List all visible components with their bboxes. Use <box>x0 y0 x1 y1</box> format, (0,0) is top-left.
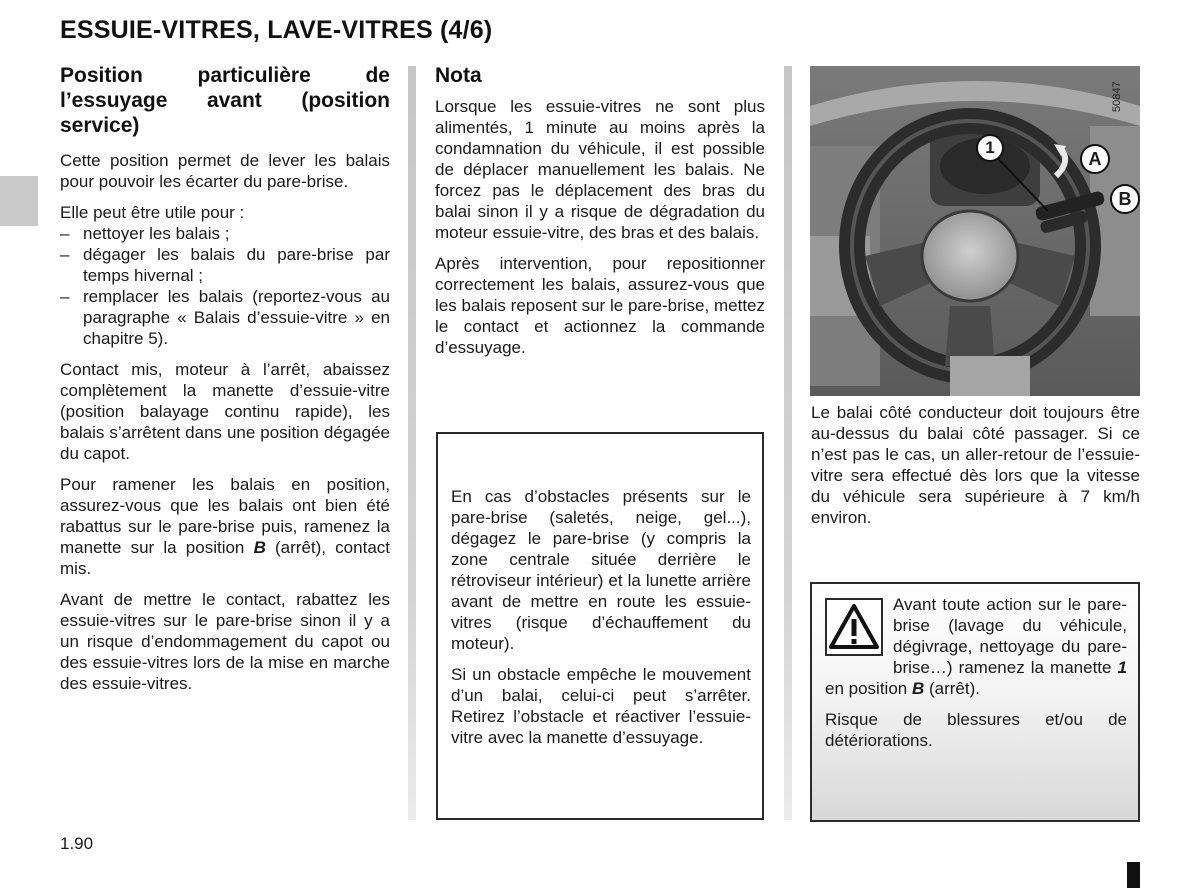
paragraph: Le balai côté conducteur doit toujours être au-dessus du balai côté passager. Si ce n’est pas le cas, un aller-retour de l’essuie-vitre sera effectué dès lors que la vitesse du véhicule sera supérieure à 7 km/h environ. <box>811 403 1140 527</box>
figure-reference <box>1111 74 1135 128</box>
warning-triangle-icon <box>825 598 883 656</box>
figure-number: 50847 <box>1111 81 1123 112</box>
page-corner-mark <box>1127 862 1140 888</box>
control-label: 1 <box>1117 658 1127 677</box>
callout-b: B <box>1110 184 1140 214</box>
text: en position <box>825 679 912 698</box>
chapter-tab <box>0 176 38 226</box>
dashboard-drawing <box>810 66 1140 396</box>
position-label: B <box>911 679 925 698</box>
paragraph: Avant de mettre le contact, rabattez les essuie-vitres sur le pare-brise sinon il y a un risque d’endommagement du capot ou des essuie-vitres lors de la mise en marche des essuie-vitres. <box>60 590 390 693</box>
list-item: – dégager les balais du pare-brise par temps hivernal ; <box>60 244 390 286</box>
callout-a: A <box>1080 144 1110 174</box>
position-label: B <box>253 538 266 557</box>
middle-column <box>435 63 765 368</box>
left-column <box>60 63 390 704</box>
list-item: – nettoyer les balais ; <box>60 223 390 244</box>
paragraph: Contact mis, moteur à l’arrêt, abaissez complètement la manette d’essuie-vitre (position balayage continu rapide), les balais s’arrêtent dans une position dégagée du capot. <box>60 360 390 463</box>
warning-triangle-icon <box>827 600 881 654</box>
page-number: 1.90 <box>60 834 94 853</box>
text: Avant toute action sur le pare-brise (lavage du véhicule, dégivrage, nettoyage du pare-brise…) ramenez la manette <box>893 595 1127 677</box>
paragraph: Cette position permet de lever les balais pour pouvoir les écarter du pare-brise. <box>60 151 390 191</box>
paragraph: Elle peut être utile pour : <box>60 203 245 222</box>
text: (arrêt). <box>924 679 980 698</box>
figure-caption <box>811 402 1140 538</box>
list-item: – remplacer les balais (reportez-vous au paragraphe « Balais d’essuie-vitre » en chapitre 5). <box>60 286 390 349</box>
page-title: ESSUIE-VITRES, LAVE-VITRES (4/6) <box>60 16 493 44</box>
paragraph: Lorsque les essuie-vitres ne sont plus alimentés, 1 minute au moins après la condamnation du véhicule, il est possible de déplacer manuellement les balais. Ne forcez pas le déplacement des bras du balai sinon il y a risque de dégradation du moteur essuie-vitre, des bras et des balais. <box>435 97 765 242</box>
column-separator <box>408 66 416 820</box>
section-heading: Position particulière de l’essuyage avant (position service) <box>60 64 390 137</box>
paragraph: Si un obstacle empêche le mouvement d’un balai, celui-ci peut s’arrêter. Retirez l’obstacle et réactiver l’essuie-vitre avec la manette d’essuyage. <box>451 665 751 747</box>
paragraph: En cas d’obstacles présents sur le pare-brise (saletés, neige, gel...), dégagez le pare-brise (y compris la zone centrale située derrière le rétroviseur intérieur) et la lunette arrière avant de mettre en route les essuie-vitres (risque d’échauffement du moteur). <box>451 487 751 653</box>
callout-1: 1 <box>976 134 1004 162</box>
paragraph: Après intervention, pour repositionner correctement les balais, assurez-vous que les balais reposent sur le pare-brise, mettez le contact et actionnez la commande d’essuyage. <box>435 254 765 357</box>
use-list <box>60 223 390 349</box>
paragraph: Risque de blessures et/ou de détériorations. <box>825 710 1127 750</box>
text: Pour ramener les balais en position, assurez-vous que les balais ont bien été rabattus sur le pare-brise puis, ramenez la manette sur la position <box>60 475 390 557</box>
column-separator <box>784 66 792 820</box>
paragraph <box>60 474 390 579</box>
note-box <box>436 432 764 820</box>
text: (arrêt), contact mis. <box>60 538 390 578</box>
steering-wheel-illustration <box>810 66 1140 396</box>
warning-box <box>810 582 1140 822</box>
nota-heading: Nota <box>435 64 482 87</box>
